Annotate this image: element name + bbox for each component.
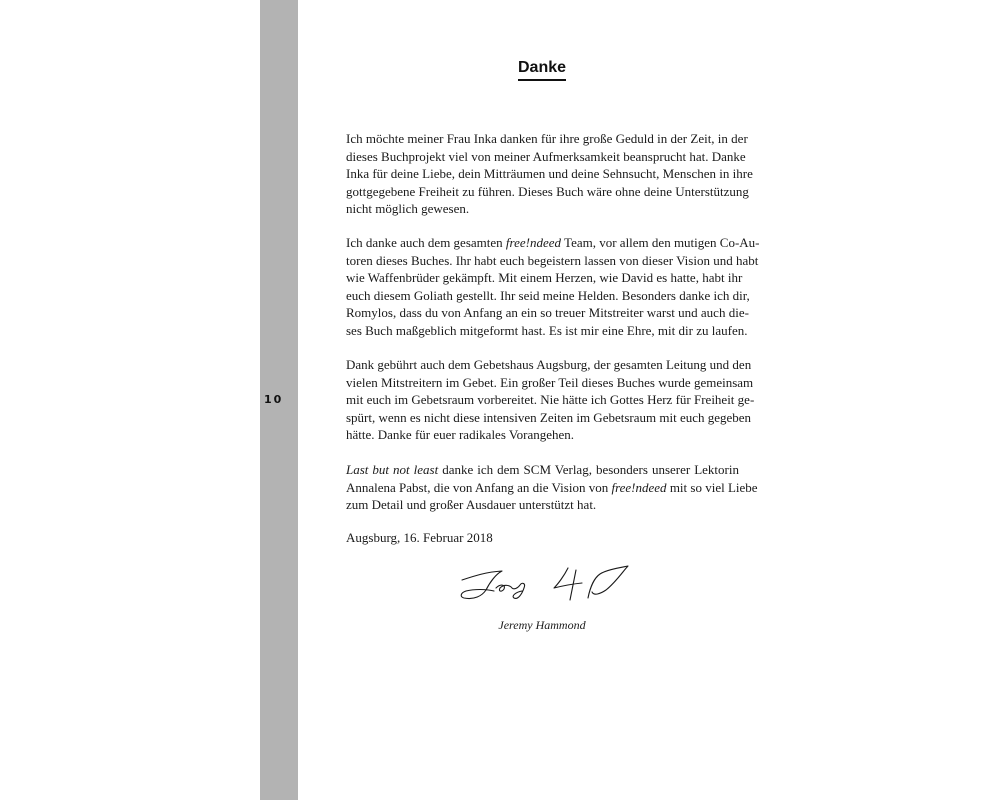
text-line: euch diesem Goliath gestellt. Ihr seid meine Helden. Besonders danke ich dir,	[346, 287, 750, 303]
text-line: Ich möchte meiner Frau Inka danken für ihre große Geduld in der Zeit, in der	[346, 131, 748, 146]
text-line: spürt, wenn es nicht diese intensiven Zeiten im Gebetsraum mit euch gegeben	[346, 409, 752, 425]
text-run: Ich danke auch dem gesamten	[346, 235, 506, 250]
text-line: zum Detail und großer Ausdauer unterstützt hat.	[346, 497, 597, 512]
text-run: Team, vor allem den mutigen Co-Au-	[561, 235, 760, 250]
signer-name: Jeremy Hammond	[498, 618, 586, 632]
text-line: vielen Mitstreitern im Gebet. Ein großer Teil dieses Buches wurde gemeinsam	[346, 374, 754, 390]
text-line	[346, 479, 758, 497]
text-line	[346, 461, 739, 479]
page-number: 10	[264, 393, 284, 406]
brand-name-italic: free!ndeed	[505, 235, 562, 250]
text-line: dieses Buchprojekt viel von meiner Aufmerksamkeit beansprucht hat. Danke	[346, 148, 746, 164]
text-run: mit so viel Liebe	[666, 479, 758, 495]
page-title: Danke	[518, 58, 566, 81]
paragraph-2	[346, 234, 760, 339]
brand-name-italic: free!ndeed	[611, 479, 667, 495]
phrase-italic: Last but not least	[346, 462, 439, 477]
text-line: toren dieses Buches. Ihr habt euch begeistern lassen von dieser Vision und habt	[346, 252, 759, 268]
handwritten-signature	[456, 558, 638, 608]
text-line	[346, 234, 760, 252]
paragraph-3	[346, 356, 755, 444]
text-run: Annalena Pabst, die von Anfang an die Vision von	[346, 479, 612, 495]
paragraph-1	[346, 130, 753, 218]
text-line: hätte. Danke für euer radikales Vorangehen.	[346, 427, 575, 442]
text-line: Inka für deine Liebe, dein Mitträumen und deine Sehnsucht, Menschen in ihre	[346, 166, 753, 181]
text-line: gottgegebene Freiheit zu führen. Dieses Buch wäre ohne deine Unterstützung	[346, 183, 749, 199]
text-line: Dank gebührt auch dem Gebetshaus Augsburg, der gesamten Leitung und den	[346, 357, 752, 372]
text-line: nicht möglich gewesen.	[346, 201, 470, 216]
title-container	[440, 57, 644, 81]
text-run: danke ich dem SCM Verlag, besonders unserer Lektorin	[438, 462, 739, 477]
text-line: mit euch im Gebetsraum vorbereitet. Nie hätte ich Gottes Herz für Freiheit ge-	[346, 392, 755, 407]
text-line: ses Buch maßgeblich mitgeformt hast. Es ist mir eine Ehre, mit dir zu laufen.	[346, 322, 748, 338]
paragraph-4	[346, 461, 758, 514]
text-line: wie Waffenbrüder gekämpft. Mit einem Herzen, wie David es hatte, habt ihr	[346, 270, 743, 285]
date-line: Augsburg, 16. Februar 2018	[346, 530, 493, 545]
text-line: Romylos, dass du von Anfang an ein so treuer Mitstreiter warst und auch die-	[346, 305, 749, 320]
